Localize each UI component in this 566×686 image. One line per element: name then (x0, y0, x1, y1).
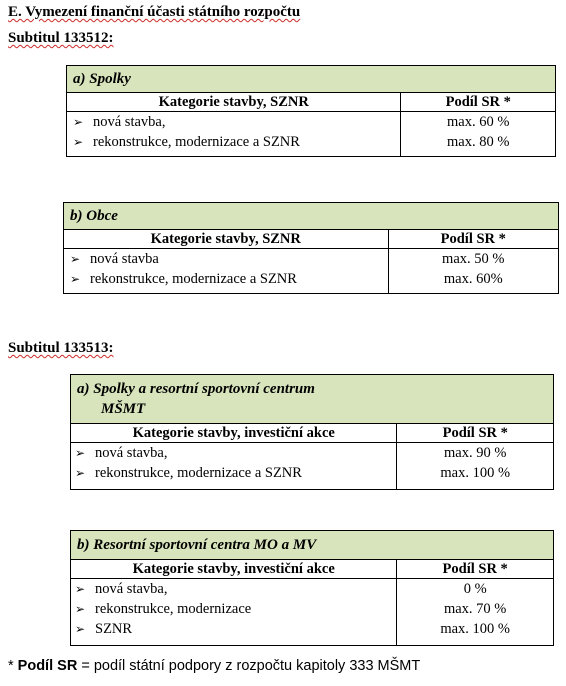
share-value: max. 100 % (440, 621, 510, 637)
arrow-bullet-icon: ➢ (70, 252, 81, 266)
list-item: ➢ nová stavba, (75, 445, 168, 461)
column-header-category: Kategorie stavby, investiční akce (71, 560, 397, 579)
arrow-bullet-icon: ➢ (75, 602, 86, 616)
subtitle-133513: Subtitul 133513: (8, 340, 114, 356)
table-title: a) Spolky a resortní sportovní centrum MŠMT (71, 375, 554, 424)
list-item: ➢ nová stavba, (75, 581, 168, 597)
list-item: ➢ rekonstrukce, modernizace a SZNR (73, 134, 300, 150)
arrow-bullet-icon: ➢ (73, 135, 84, 149)
table-spolky (66, 65, 556, 157)
arrow-bullet-icon: ➢ (75, 582, 86, 596)
list-item: ➢ nová stavba (70, 251, 159, 267)
arrow-bullet-icon: ➢ (75, 622, 86, 636)
table-obce (63, 202, 559, 294)
column-header-share: Podíl SR * (388, 230, 558, 249)
column-header-category: Kategorie stavby, SZNR (64, 230, 389, 249)
column-header-share: Podíl SR * (401, 93, 556, 112)
arrow-bullet-icon: ➢ (70, 272, 81, 286)
table-resortni-centra (70, 530, 554, 646)
share-value: max. 90 % (444, 445, 507, 461)
footnote-definition: = podíl státní podpory z rozpočtu kapitoly 333 MŠMT (77, 658, 421, 674)
arrow-bullet-icon: ➢ (75, 466, 86, 480)
share-value: max. 100 % (440, 465, 511, 481)
footnote-term: Podíl SR (17, 658, 78, 674)
table-title: a) Spolky (67, 66, 556, 93)
arrow-bullet-icon: ➢ (75, 446, 86, 460)
share-value: max. 60% (443, 271, 503, 287)
list-item: ➢ rekonstrukce, modernizace a SZNR (75, 465, 302, 481)
footnote: * Podíl SR = podíl státní podpory z rozpočtu kapitoly 333 MŠMT (8, 658, 421, 674)
list-item: ➢ rekonstrukce, modernizace a SZNR (70, 271, 297, 287)
share-value: max. 60 % (447, 114, 510, 130)
column-header-category: Kategorie stavby, investiční akce (71, 424, 397, 443)
table-title: b) Resortní sportovní centra MO a MV (71, 531, 554, 560)
column-header-share: Podíl SR * (397, 560, 554, 579)
share-value: max. 50 % (442, 251, 505, 267)
arrow-bullet-icon: ➢ (73, 115, 84, 129)
share-value: max. 70 % (443, 601, 507, 617)
column-header-category: Kategorie stavby, SZNR (67, 93, 401, 112)
table-title: b) Obce (64, 203, 559, 230)
table-spolky-resortni (70, 374, 554, 490)
section-title: E. Vymezení finanční účasti státního rozpočtu (8, 4, 301, 20)
list-item: ➢ rekonstrukce, modernizace (75, 601, 252, 617)
share-value: max. 80 % (447, 134, 510, 150)
list-item: ➢ SZNR (75, 621, 133, 637)
list-item: ➢ nová stavba, (73, 114, 166, 130)
share-value: 0 % (463, 581, 487, 597)
column-header-share: Podíl SR * (397, 424, 554, 443)
subtitle-133512: Subtitul 133512: (8, 30, 114, 46)
